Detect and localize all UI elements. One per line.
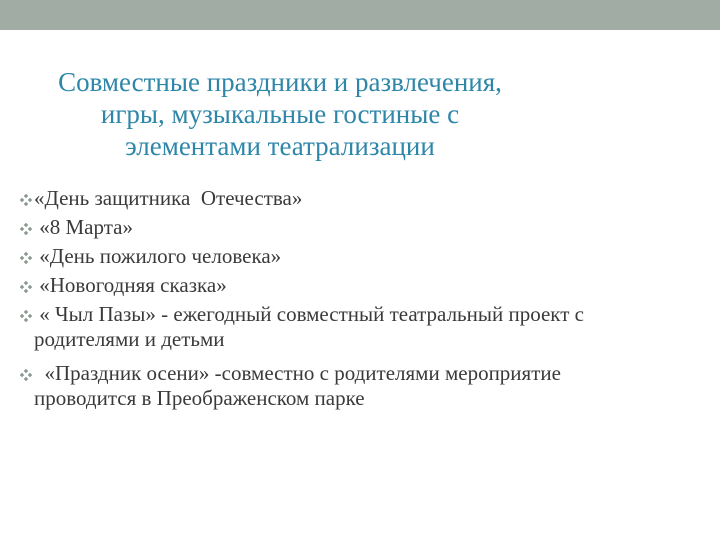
diamond-dots-icon xyxy=(20,223,32,235)
list-item-text: «Новогодняя сказка» xyxy=(34,273,227,297)
list-item-text: «8 Марта» xyxy=(34,215,133,239)
title-line-2: игры, музыкальные гостиные с xyxy=(100,99,460,129)
list-item xyxy=(20,244,620,269)
title-line-1: Совместные праздники и развлечения, xyxy=(58,67,502,97)
list-item xyxy=(20,215,620,240)
list-item-text: « Чыл Пазы» - ежегодный совместный театральный проект с родителями и детьми xyxy=(34,302,590,351)
list-item xyxy=(20,186,620,211)
top-color-band xyxy=(0,0,720,30)
list-item xyxy=(20,302,620,352)
bullet-list xyxy=(20,186,620,420)
slide-title xyxy=(20,66,540,162)
list-item-text: «День пожилого человека» xyxy=(34,244,282,268)
list-item xyxy=(20,361,620,411)
diamond-dots-icon xyxy=(20,194,32,206)
list-item-text: «День защитника Отечества» xyxy=(34,186,303,210)
list-item-text: «Праздник осени» -совместно с родителями мероприятие проводится в Преображенском парке xyxy=(34,361,567,410)
diamond-dots-icon xyxy=(20,310,32,322)
diamond-dots-icon xyxy=(20,369,32,381)
diamond-dots-icon xyxy=(20,252,32,264)
list-item xyxy=(20,273,620,298)
diamond-dots-icon xyxy=(20,281,32,293)
title-line-3: элементами театрализации xyxy=(125,131,435,161)
